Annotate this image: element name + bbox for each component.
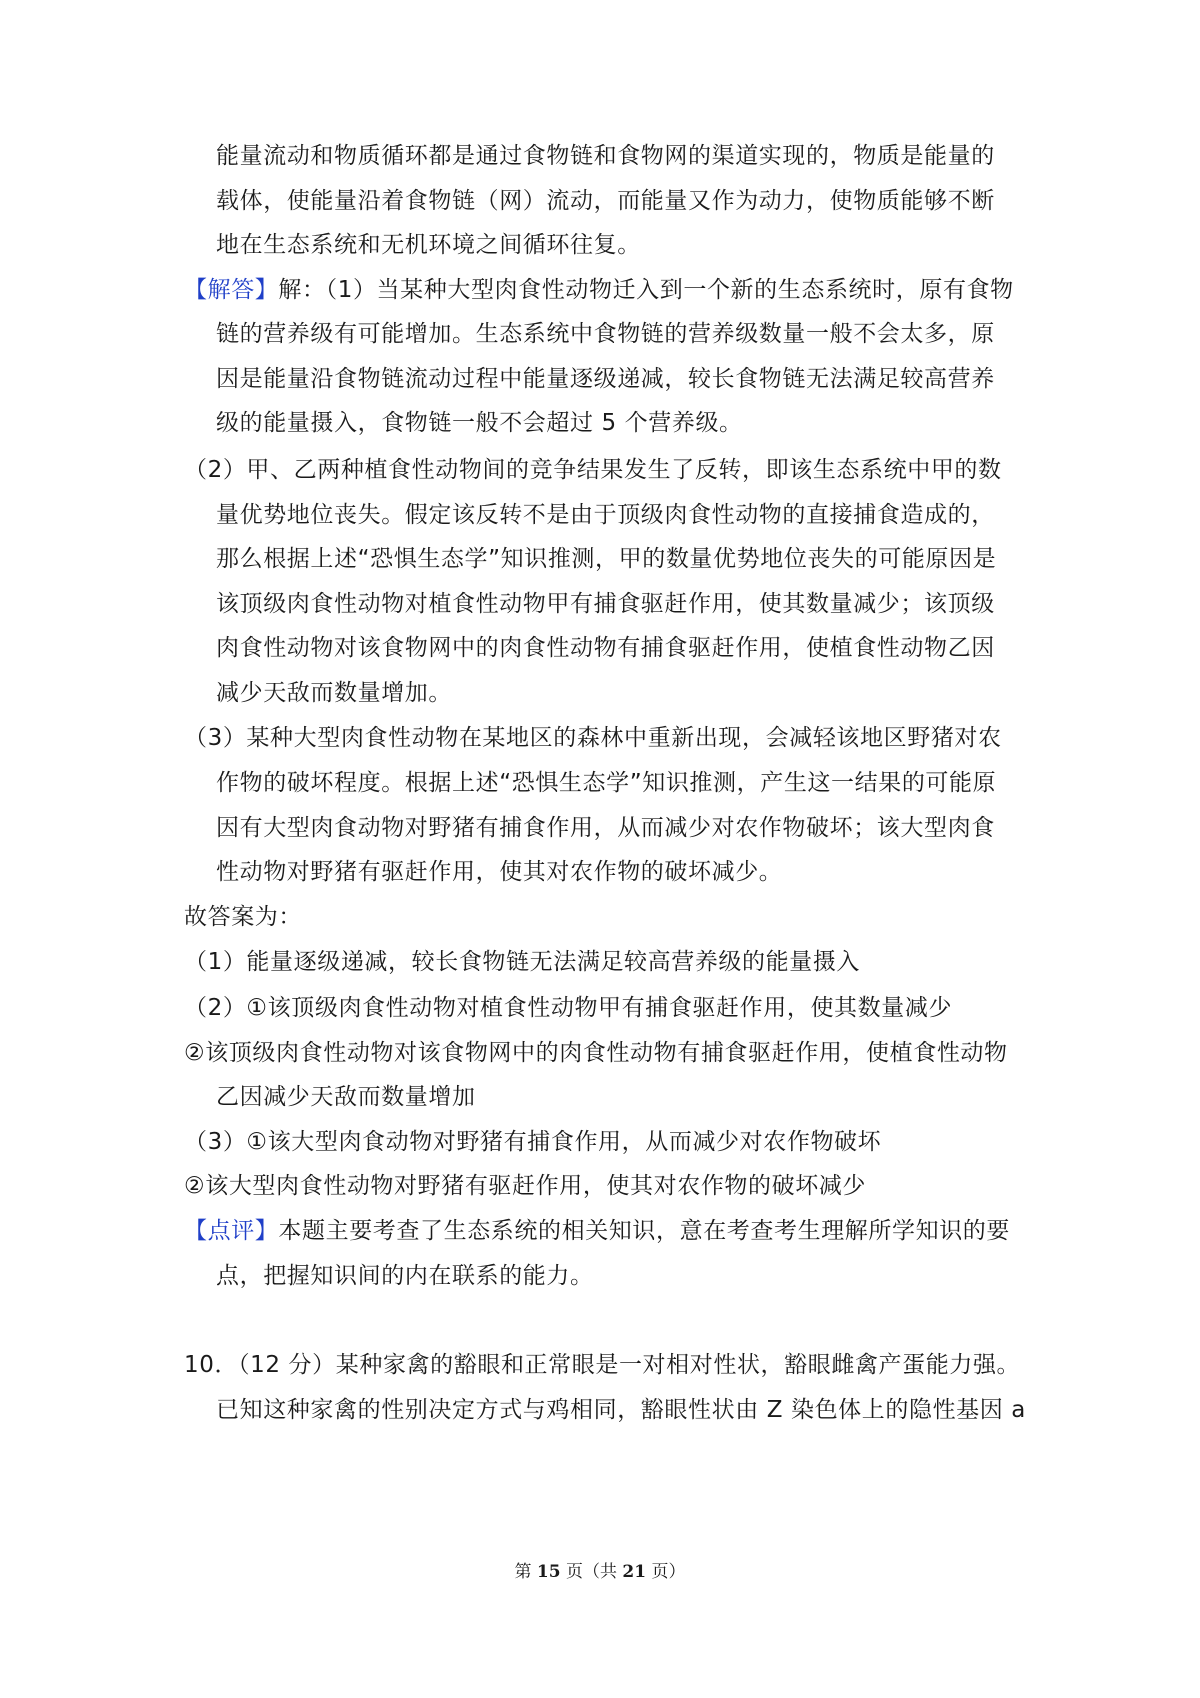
total-pages: 21 [622, 1562, 647, 1582]
answer-line: 性动物对野猪有驱赶作用，使其对农作物的破坏减少。 [216, 859, 783, 885]
answer-line: 减少天敌而数量增加。 [216, 680, 452, 706]
answer-part1-first: 【解答】解：（1）当某种大型肉食性动物迁入到一个新的生态系统时，原有食物 [184, 277, 1014, 303]
answer-line: 该顶级肉食性动物对植食性动物甲有捕食驱赶作用，使其数量减少；该顶级 [216, 591, 995, 617]
answer-tag: 【解答】 [184, 277, 279, 303]
answer-line: 因是能量沿食物链流动过程中能量逐级递减，较长食物链无法满足较高营养 [216, 366, 995, 392]
page-footer: 第 15 页（共 21 页） [514, 1562, 686, 1582]
answer-part3-first: （3）某种大型肉食性动物在某地区的森林中重新出现，会减轻该地区野猪对农 [184, 725, 1002, 751]
final-answer-3-2: ②该大型肉食性动物对野猪有驱赶作用，使其对农作物的破坏减少 [184, 1173, 867, 1199]
comment-first: 【点评】本题主要考查了生态系统的相关知识，意在考查考生理解所学知识的要 [184, 1218, 1011, 1244]
final-answer-heading: 故答案为： [184, 904, 302, 930]
comment-tag: 【点评】 [184, 1218, 279, 1244]
answer-line: 因有大型肉食动物对野猪有捕食作用，从而减少对农作物破坏；该大型肉食 [216, 815, 995, 841]
final-answer-2-2: ②该顶级肉食性动物对该食物网中的肉食性动物有捕食驱赶作用，使植食性动物 [184, 1040, 1008, 1066]
prev-explanation-line: 地在生态系统和无机环境之间循环往复。 [216, 232, 641, 258]
question-10-first: 10．（12 分）某种家禽的豁眼和正常眼是一对相对性状，豁眼雌禽产蛋能力强。 [184, 1352, 1021, 1378]
final-answer-3-1: （3）①该大型肉食动物对野猪有捕食作用，从而减少对农作物破坏 [184, 1129, 882, 1155]
answer-line: 量优势地位丧失。假定该反转不是由于顶级肉食性动物的直接捕食造成的， [216, 502, 995, 528]
current-page-number: 15 [536, 1562, 561, 1582]
final-answer-2-1: （2）①该顶级肉食性动物对植食性动物甲有捕食驱赶作用，使其数量减少 [184, 995, 953, 1021]
answer-line: 那么根据上述“恐惧生态学”知识推测，甲的数量优势地位丧失的可能原因是 [216, 546, 997, 572]
answer-line: 级的能量摄入，食物链一般不会超过 5 个营养级。 [216, 410, 743, 436]
answer-line: 肉食性动物对该食物网中的肉食性动物有捕食驱赶作用，使植食性动物乙因 [216, 635, 995, 661]
prev-explanation-line: 载体，使能量沿着食物链（网）流动，而能量又作为动力，使物质能够不断 [216, 188, 995, 214]
answer-line: 链的营养级有可能增加。生态系统中食物链的营养级数量一般不会太多，原 [216, 321, 995, 347]
answer-line: 作物的破坏程度。根据上述“恐惧生态学”知识推测，产生这一结果的可能原 [216, 770, 997, 796]
final-answer-2-2-cont: 乙因减少天敌而数量增加 [216, 1084, 476, 1110]
final-answer-1: （1）能量逐级递减，较长食物链无法满足较高营养级的能量摄入 [184, 949, 861, 975]
comment-cont: 点，把握知识间的内在联系的能力。 [216, 1263, 594, 1289]
question-10-cont: 已知这种家禽的性别决定方式与鸡相同，豁眼性状由 Z 染色体上的隐性基因 a [216, 1397, 1026, 1423]
answer-part2-first: （2）甲、乙两种植食性动物间的竞争结果发生了反转，即该生态系统中甲的数 [184, 457, 1002, 483]
prev-explanation-line: 能量流动和物质循环都是通过食物链和食物网的渠道实现的，物质是能量的 [216, 143, 995, 169]
